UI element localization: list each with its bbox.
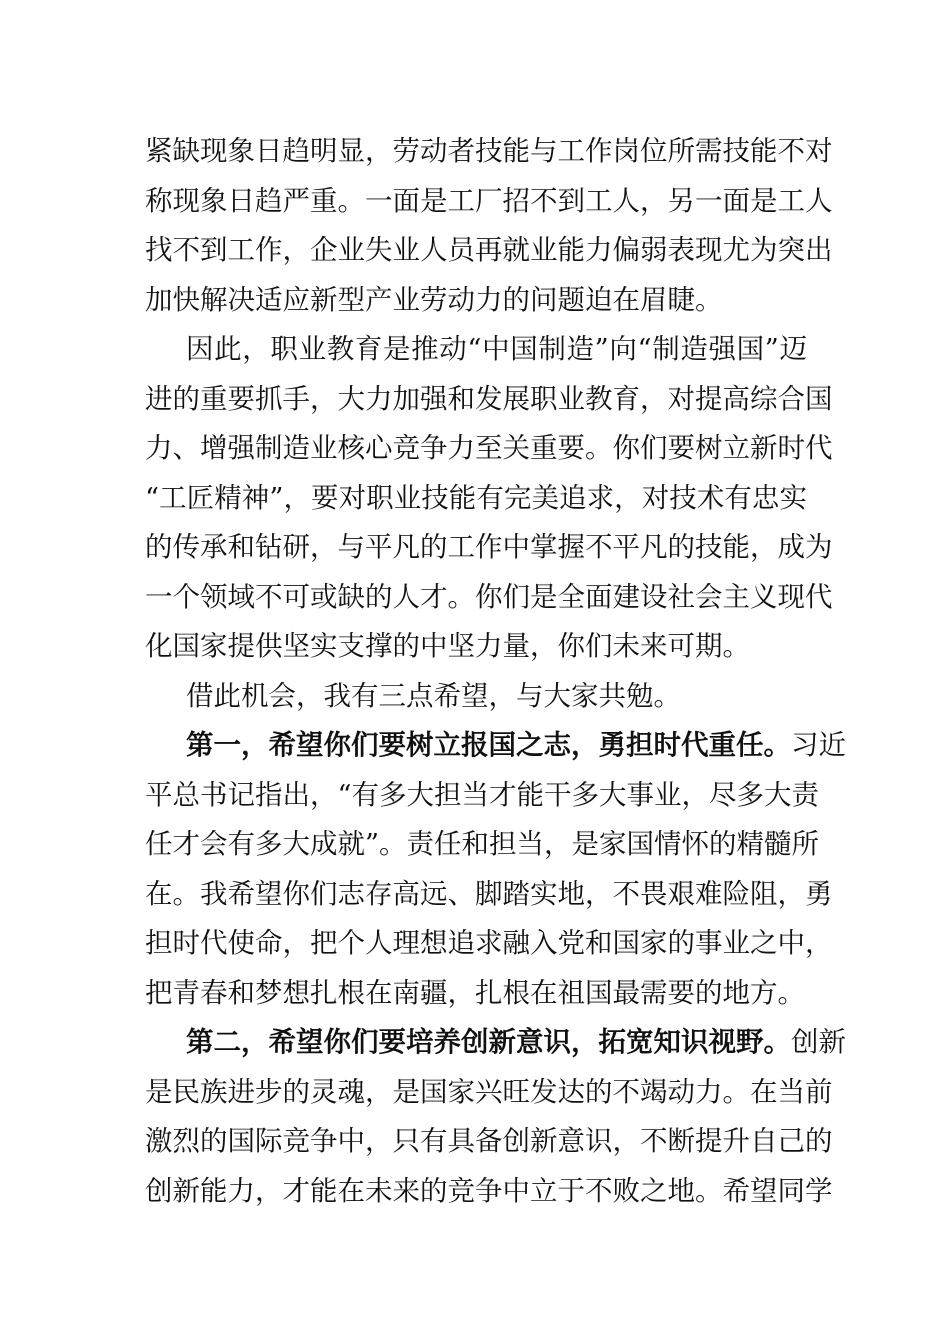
text-line: 一个领域不可或缺的人才。你们是全面建设社会主义现代	[145, 580, 833, 613]
text-line: 激烈的国际竞争中，只有具备创新意识，不断提升自己的	[145, 1125, 833, 1157]
text-line: 担时代使命，把个人理想追求融入党和国家的事业之中，	[145, 927, 833, 959]
text-line: 把青春和梦想扎根在南疆，扎根在祖国最需要的地方。	[145, 976, 805, 1009]
text-line: 进的重要抓手，大力加强和发展职业教育，对提高综合国	[145, 382, 833, 415]
text-line: 平总书记指出，“有多大担当才能干多大事业，尽多大责	[145, 778, 820, 811]
text-line: 加快解决适应新型产业劳动力的问题迫在眉睫。	[145, 283, 723, 316]
text-line: 创新能力，才能在未来的竞争中立于不败之地。希望同学	[145, 1174, 833, 1207]
text-line: 的传承和钻研，与平凡的工作中掌握不平凡的技能，成为	[145, 531, 833, 563]
text-line: “工匠精神”，要对职业技能有完美追求，对技术有忠实	[145, 481, 807, 514]
text-line: 是民族进步的灵魂，是国家兴旺发达的不竭动力。在当前	[145, 1075, 833, 1108]
text-line: 在。我希望你们志存高远、脚踏实地，不畏艰难险阻，勇	[145, 877, 833, 910]
text-line: 因此，职业教育是推动“中国制造”向“制造强国”迈	[186, 333, 807, 365]
point-2-first-line	[145, 1018, 846, 1068]
text-line: 化国家提供坚实支撑的中坚力量，你们未来可期。	[145, 630, 750, 662]
point-1-heading: 第一，希望你们要树立报国之志，勇担时代重任。	[186, 729, 791, 761]
text-line: 找不到工作，企业失业人员再就业能力偏弱表现尤为突出	[145, 234, 833, 266]
body-text	[145, 127, 846, 1216]
point-2-heading: 第二，希望你们要培养创新意识，拓宽知识视野。	[186, 1026, 791, 1058]
text-line: 借此机会，我有三点希望，与大家共勉。	[186, 679, 681, 712]
point-1-rest: 习近	[791, 729, 846, 761]
point-1-first-line	[145, 721, 846, 771]
text-line: 称现象日趋严重。一面是工厂招不到工人，另一面是工人	[145, 184, 833, 217]
text-line: 力、增强制造业核心竞争力至关重要。你们要树立新时代	[145, 432, 833, 464]
text-line: 任才会有多大成就”。责任和担当，是家国情怀的精髓所	[145, 828, 820, 860]
text-line: 紧缺现象日趋明显，劳动者技能与工作岗位所需技能不对	[145, 135, 833, 167]
point-2-rest: 创新	[791, 1026, 846, 1058]
